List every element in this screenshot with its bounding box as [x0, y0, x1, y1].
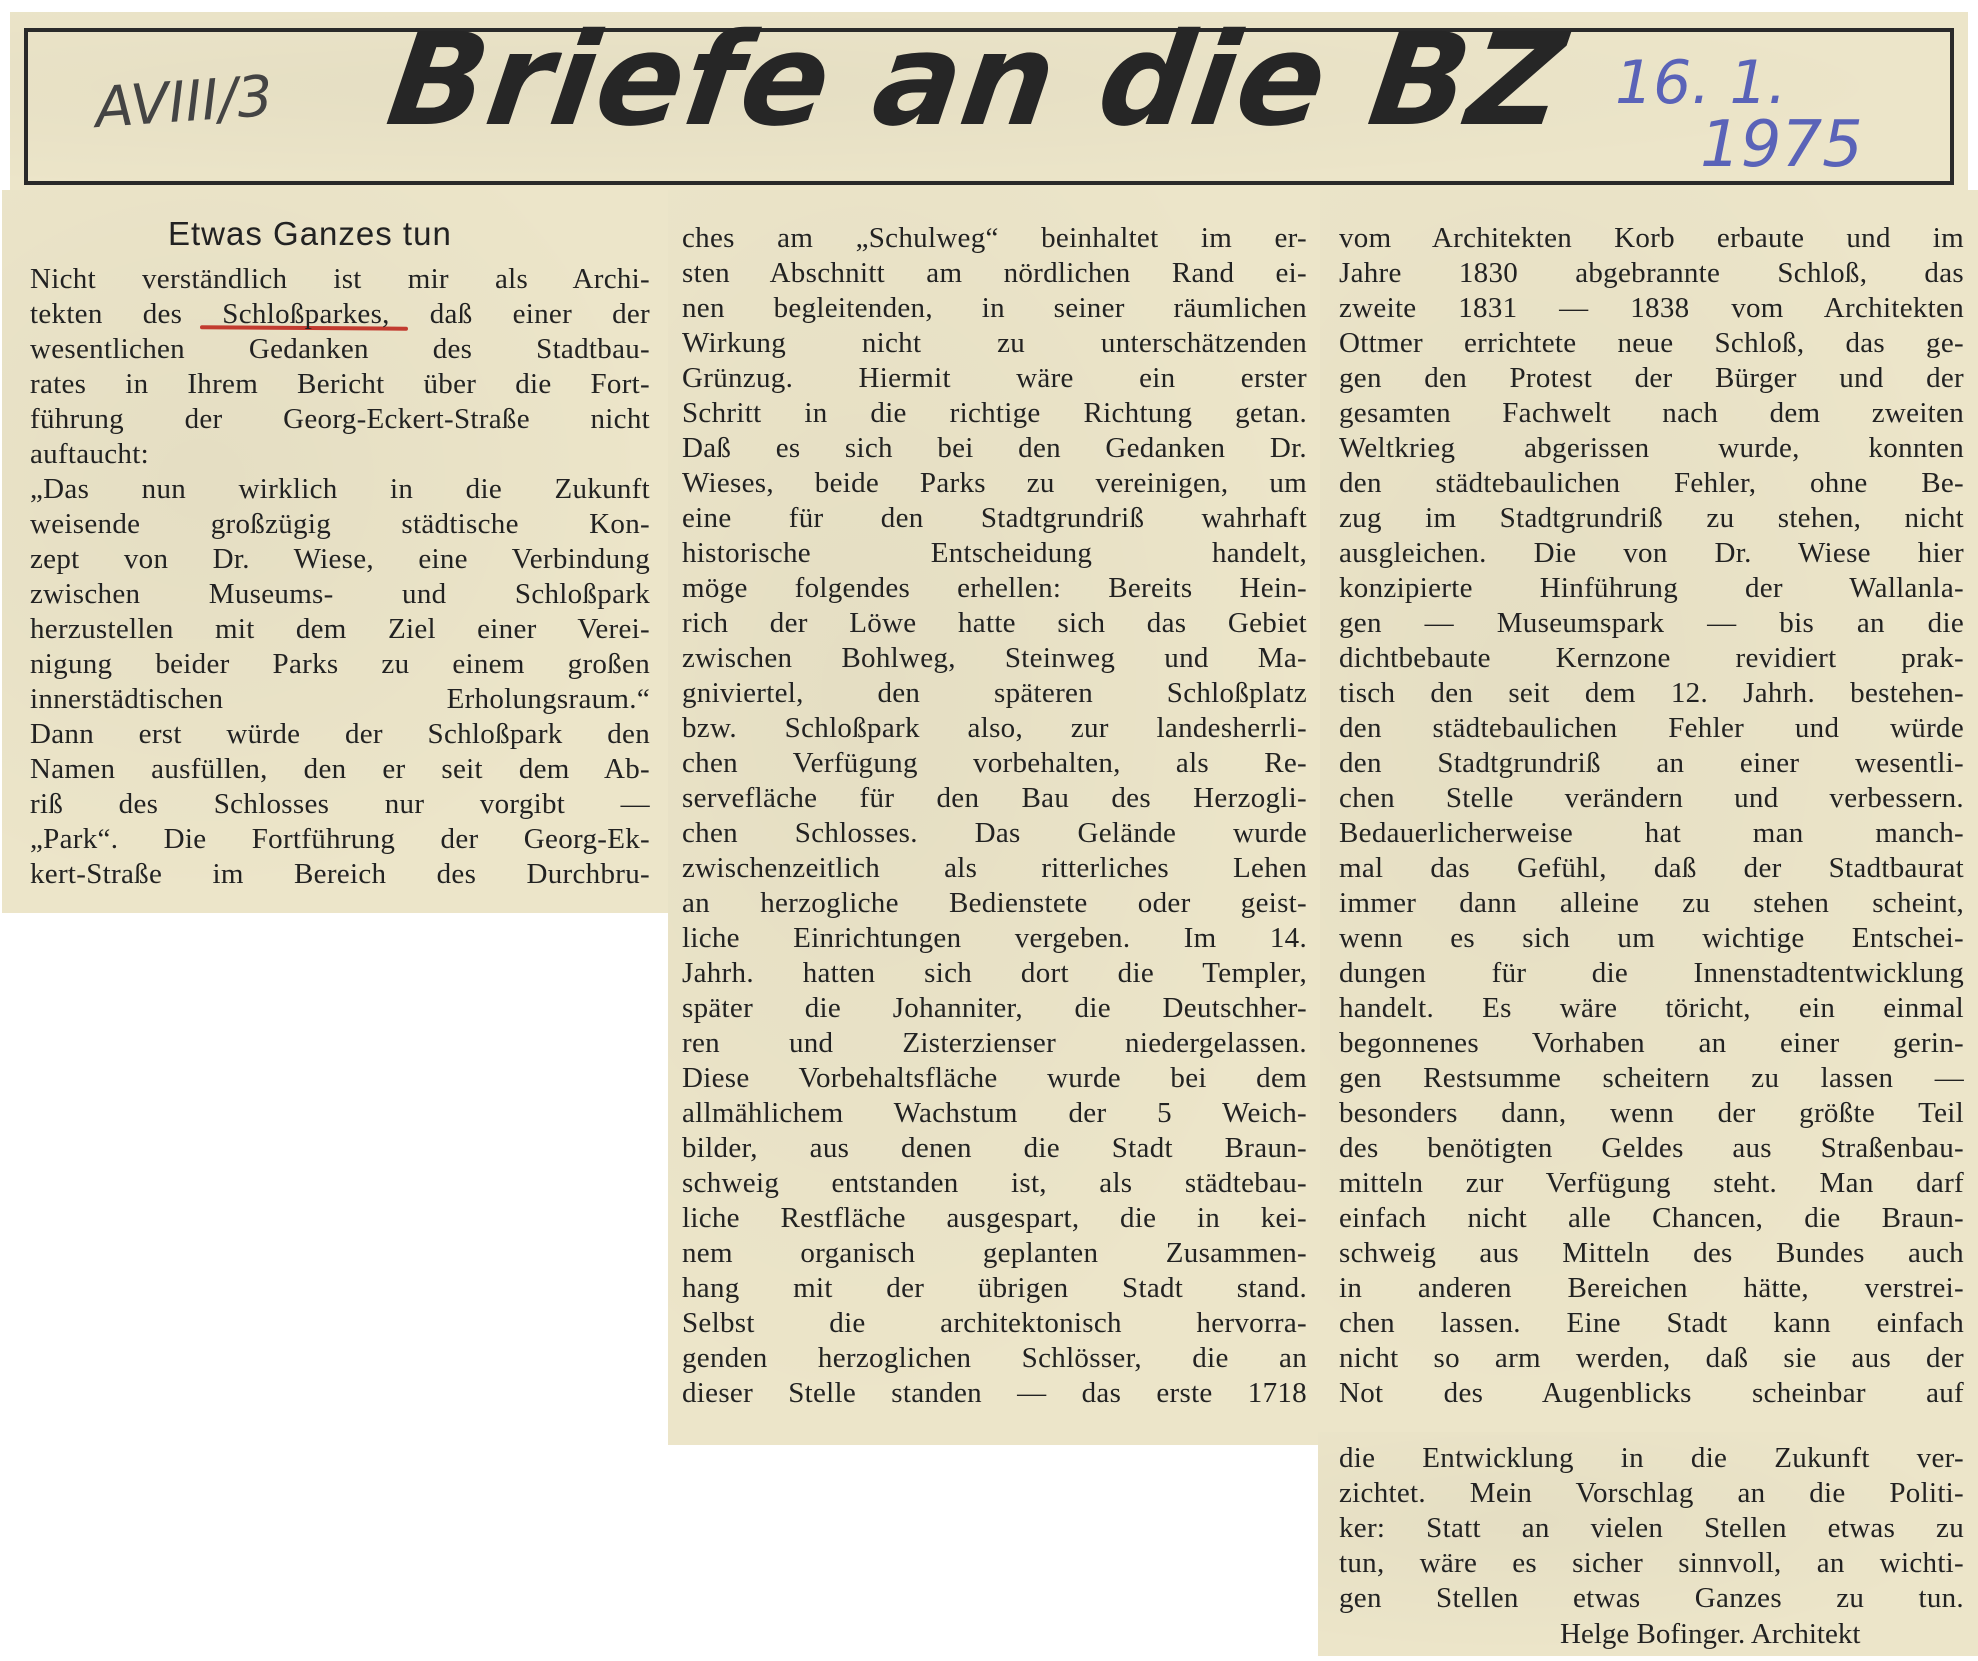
article-column-3: vom Architekten Korb erbaute und im Jahre 1830 abgebrannte Schloß, das zweite 1831 — 1838 vom Architekten Ottmer errichtete neue Schloß, das ge- gen den Protest der Bürger und der gesamten Fachwelt nach dem zweiten Weltkrieg abgerissen wurde, konnten den städtebaulichen Fehler, ohne Be- zug im Stadtgrundriß zu stehen, nicht ausgleichen. Die von Dr. Wiese hier konzipierte Hinführung der Wallanla- gen — Museumspark — bis an die dichtbebaute Kernzone revidiert prak- tisch den seit dem 12. Jahrh. bestehen- den städtebaulichen Fehler und würde den Stadtgrundriß an einer wesentli- chen Stelle verändern und verbessern. Bedauerlicherweise hat man manch- mal das Gefühl, daß der Stadtbaurat immer dann alleine zu stehen scheint, wenn es sich um wichtige Entschei- dungen für die Innenstadtentwicklung handelt. Es wäre töricht, ein einmal begonnenes Vorhaben an einer gerin- gen Restsumme scheitern zu lassen — besonders dann, wenn der größte Teil des benötigten Geldes aus Straßenbau- mitteln zur Verfügung steht. Man darf einfach nicht alle Chancen, die Braun- schweig aus Mitteln des Bundes auch in anderen Bereichen hätte, verstrei- chen lassen. Eine Stadt kann einfach nicht so arm werden, daß sie aus der Not des Augenblicks scheinbar auf	[1339, 222, 1964, 1409]
article-column-3-tail: die Entwicklung in die Zukunft ver- zichtet. Mein Vorschlag an die Politi- ker: Statt an vielen Stellen etwas zu tun, wäre es sicher sinnvoll, an wichti- gen Stellen etwas Ganzes zu tun.	[1339, 1442, 1964, 1614]
article-heading: Etwas Ganzes tun	[168, 215, 452, 252]
masthead-title: Briefe an die BZ	[379, 6, 1575, 155]
handwritten-date-day: 16. 1.	[1615, 48, 1787, 118]
article-column-2: ches am „Schulweg“ beinhaltet im er- sten Abschnitt am nördlichen Rand ei- nen begleitenden, in seiner räumlichen Wirkung nicht zu unterschätzenden Grünzug. Hiermit wäre ein erster Schritt in die richtige Richtung getan. Daß es sich bei den Gedanken Dr. Wieses, beide Parks zu vereinigen, um eine für den Stadtgrundriß wahrhaft historische Entscheidung handelt, möge folgendes erhellen: Bereits Hein- rich der Löwe hatte sich das Gebiet zwischen Bohlweg, Steinweg und Ma- gniviertel, den späteren Schloßplatz bzw. Schloßpark also, zur landesherrli- chen Verfügung vorbehalten, als Re- servefläche für den Bau des Herzogli- chen Schlosses. Das Gelände wurde zwischenzeitlich als ritterliches Lehen an herzogliche Bedienstete oder geist- liche Einrichtungen vergeben. Im 14. Jahrh. hatten sich dort die Templer, später die Johanniter, die Deutschher- ren und Zisterzienser niedergelassen. Diese Vorbehaltsfläche wurde bei dem allmählichem Wachstum der 5 Weich- bilder, aus denen die Stadt Braun- schweig entstanden ist, als städtebau- liche Restfläche ausgespart, die in kei- nem organisch geplanten Zusammen- hang mit der übrigen Stadt stand. Selbst die architektonisch hervorra- genden herzoglichen Schlösser, die an dieser Stelle standen — das erste 1718	[682, 222, 1307, 1409]
author-signature: Helge Bofinger. Architekt	[1560, 1618, 1861, 1650]
handwritten-archive-mark: AVIII/3	[92, 63, 275, 142]
article-column-1: Nicht verständlich ist mir als Archi- tekten des Schloßparkes, daß einer der wesentlichen Gedanken des Stadtbau- rates in Ihrem Bericht über die Fort- führung der Georg-Eckert-Straße nicht auftaucht: „Das nun wirklich in die Zukunft weisende großzügig städtische Kon- zept von Dr. Wiese, eine Verbindung zwischen Museums- und Schloßpark herzustellen mit dem Ziel einer Verei- nigung beider Parks zu einem großen innerstädtischen Erholungsraum.“ Dann erst würde der Schloßpark den Namen ausfüllen, den er seit dem Ab- riß des Schlosses nur vorgibt — „Park“. Die Fortführung der Georg-Ek- kert-Straße im Bereich des Durchbru-	[30, 263, 650, 890]
handwritten-date-year: 1975	[1700, 108, 1863, 182]
